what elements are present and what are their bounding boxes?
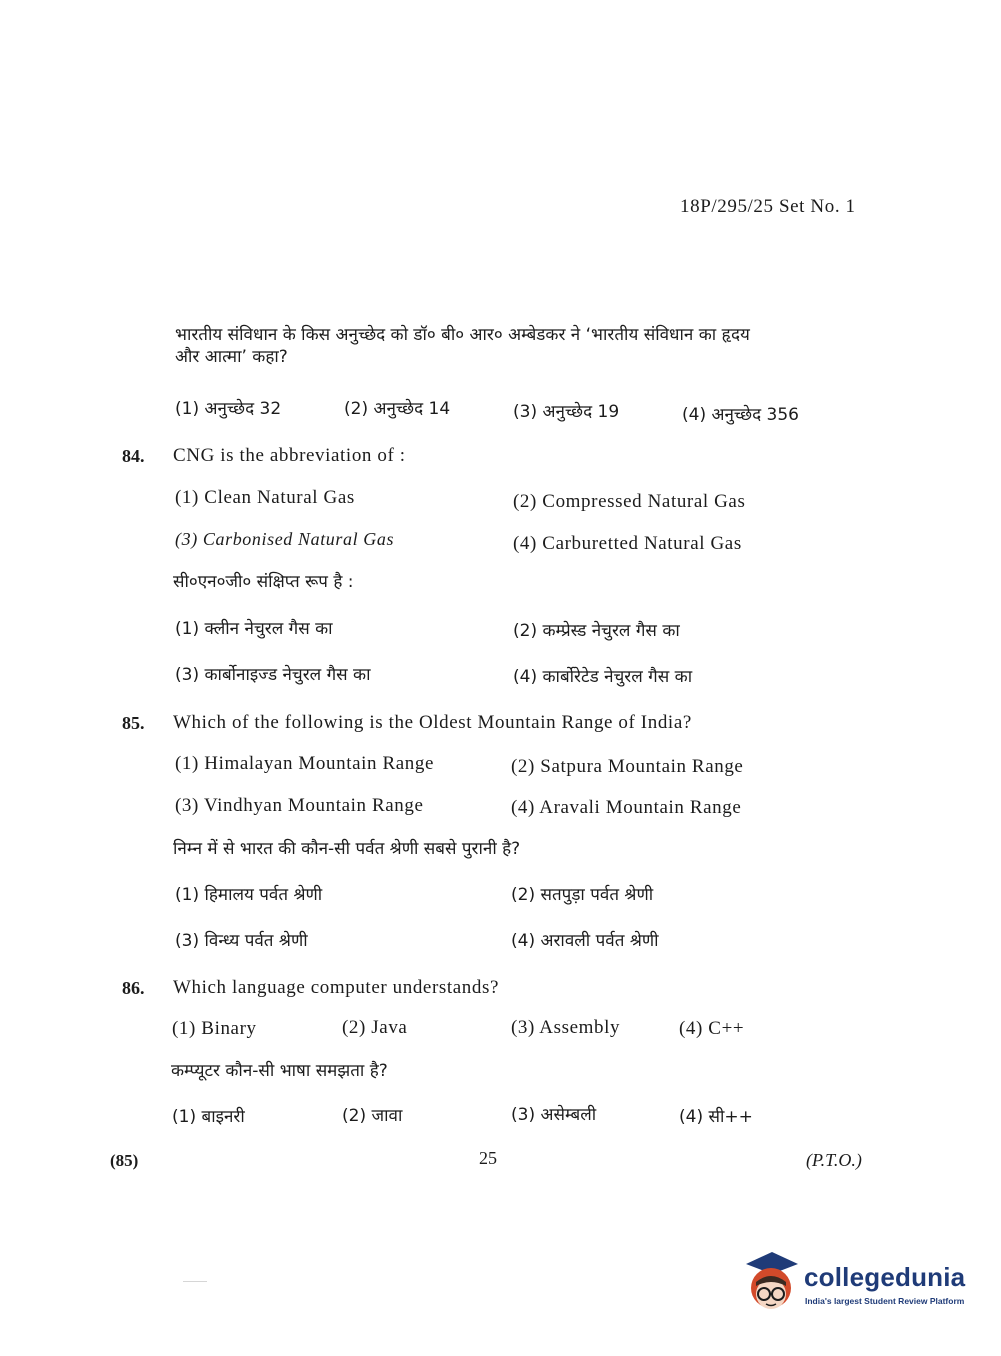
option-hi-1: (1) बाइनरी bbox=[172, 1107, 245, 1127]
option-hi-2: (2) जावा bbox=[342, 1106, 403, 1126]
question-text-hi: सी०एन०जी० संक्षिप्त रूप है : bbox=[173, 572, 354, 592]
option-2: (2) अनुच्छेद 14 bbox=[344, 399, 451, 419]
page-number: 25 bbox=[479, 1148, 497, 1168]
option-hi-4: (4) सी++ bbox=[679, 1107, 753, 1127]
brand-tagline: India's largest Student Review Platform bbox=[805, 1296, 965, 1306]
option-1: (1) अनुच्छेद 32 bbox=[175, 399, 282, 419]
option-en-3: (3) Assembly bbox=[511, 1017, 621, 1038]
option-en-4: (4) C++ bbox=[679, 1018, 745, 1039]
question-number: 85. bbox=[122, 713, 145, 733]
question-text-line-1: भारतीय संविधान के किस अनुच्छेद को डॉ० बी० आर० अम्बेडकर ने ‘भारतीय संविधान का हृदय bbox=[175, 325, 750, 345]
mascot-icon bbox=[742, 1248, 802, 1314]
option-hi-3: (3) विन्ध्य पर्वत श्रेणी bbox=[175, 931, 308, 951]
question-text-hi: निम्न में से भारत की कौन-सी पर्वत श्रेणी सबसे पुरानी है? bbox=[173, 839, 521, 859]
paper-code: 18P/295/25 Set No. 1 bbox=[680, 196, 856, 217]
option-en-4: (4) Aravali Mountain Range bbox=[511, 797, 742, 818]
option-4: (4) अनुच्छेद 356 bbox=[682, 405, 799, 425]
scan-mark bbox=[183, 1281, 207, 1282]
option-en-2: (2) Satpura Mountain Range bbox=[511, 756, 744, 777]
option-en-1: (1) Clean Natural Gas bbox=[175, 487, 355, 508]
option-en-2: (2) Java bbox=[342, 1017, 408, 1038]
option-hi-4: (4) कार्बोरेटेड नेचुरल गैस का bbox=[513, 667, 693, 687]
option-en-2: (2) Compressed Natural Gas bbox=[513, 491, 746, 512]
collegedunia-logo bbox=[742, 1248, 982, 1318]
question-text-en: CNG is the abbreviation of : bbox=[173, 445, 406, 466]
option-3: (3) अनुच्छेद 19 bbox=[513, 402, 620, 422]
option-hi-3: (3) कार्बोनाइज्ड नेचुरल गैस का bbox=[175, 665, 371, 685]
option-hi-2: (2) सतपुड़ा पर्वत श्रेणी bbox=[511, 885, 654, 905]
question-number: 86. bbox=[122, 978, 145, 998]
question-text-en: Which language computer understands? bbox=[173, 977, 500, 998]
option-en-1: (1) Himalayan Mountain Range bbox=[175, 753, 434, 774]
pto-label: (P.T.O.) bbox=[806, 1150, 862, 1170]
question-text-hi: कम्प्यूटर कौन-सी भाषा समझता है? bbox=[171, 1061, 388, 1081]
question-number: 84. bbox=[122, 446, 145, 466]
option-hi-2: (2) कम्प्रेस्ड नेचुरल गैस का bbox=[513, 621, 680, 641]
option-hi-1: (1) क्लीन नेचुरल गैस का bbox=[175, 619, 333, 639]
option-en-3: (3) Carbonised Natural Gas bbox=[175, 529, 395, 549]
question-text-line-2: और आत्मा’ कहा? bbox=[175, 347, 288, 367]
option-hi-1: (1) हिमालय पर्वत श्रेणी bbox=[175, 885, 323, 905]
question-text-en: Which of the following is the Oldest Mountain Range of India? bbox=[173, 712, 692, 733]
option-en-3: (3) Vindhyan Mountain Range bbox=[175, 795, 424, 816]
brand-name: collegedunia bbox=[804, 1262, 966, 1292]
option-en-4: (4) Carburetted Natural Gas bbox=[513, 533, 742, 554]
option-hi-4: (4) अरावली पर्वत श्रेणी bbox=[511, 931, 659, 951]
option-hi-3: (3) असेम्बली bbox=[511, 1105, 597, 1125]
option-en-1: (1) Binary bbox=[172, 1018, 257, 1039]
footer-code: (85) bbox=[110, 1151, 139, 1170]
